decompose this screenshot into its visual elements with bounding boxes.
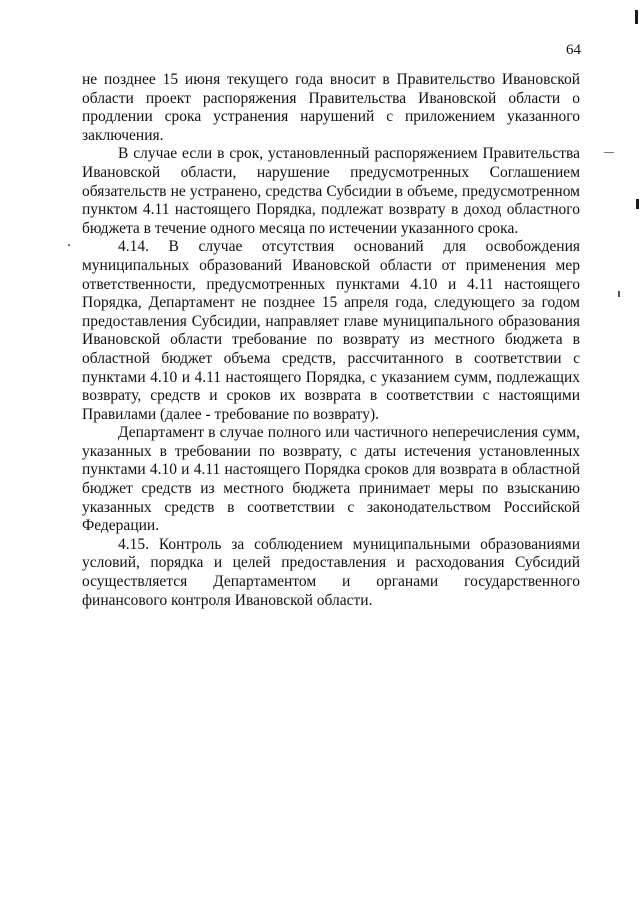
paragraph-recovery-measures: Департамент в случае полного или частичного неперечисления сумм, указанных в требовании по возврату, с даты истечения установленных пунктами 4.10 и 4.11 настоящего Порядка сроков для возврата в областной бюджет средств из местного бюджета принимает меры по взысканию указанных средств в соответствии с законодательством Российской Федерации.	[82, 424, 580, 535]
paragraph-clause-4-14: 4.14. В случае отсутствия оснований для освобождения муниципальных образований Ивановской области от применения мер ответственности, предусмотренных пунктами 4.10 и 4.11 настоящего Порядка, Департамент не позднее 15 апреля года, следующего за годом предоставления Субсидии, направляет главе муниципального образования Ивановской области требование по возврату из местного бюджета в областной бюджет объема средств, рассчитанного в соответствии с пунктами 4.10 и 4.11 настоящего Порядка, с указанием сумм, подлежащих возврату, средств и сроков их возврата в соответствии с настоящими Правилами (далее - требование по возврату).	[82, 238, 580, 423]
document-body	[82, 71, 580, 610]
scan-artifact-mark	[635, 10, 638, 24]
page-number: 64	[566, 42, 581, 58]
paragraph-clause-4-15: 4.15. Контроль за соблюдением муниципальными образованиями условий, порядка и целей предоставления и расходования Субсидий осуществляется Департаментом и органами государственного финансового контроля Ивановской области.	[82, 535, 580, 609]
scan-artifact-mark	[636, 199, 639, 209]
paragraph-continuation: не позднее 15 июня текущего года вносит в Правительство Ивановской области проект распоряжения Правительства Ивановской области о продлении срока устранения нарушений с приложением указанного заключения.	[82, 71, 580, 144]
paragraph-refund-deadline: В случае если в срок, установленный распоряжением Правительства Ивановской области, нарушение предусмотренных Соглашением обязательств не устранено, средства Субсидии в объеме, предусмотренном пунктом 4.11 настоящего Порядка, подлежат возврату в доход областного бюджета в течение одного месяца по истечении указанного срока.	[82, 145, 580, 237]
scan-artifact-dot	[68, 244, 70, 246]
scan-artifact-dash	[604, 152, 614, 153]
scan-artifact-mark	[618, 291, 620, 297]
